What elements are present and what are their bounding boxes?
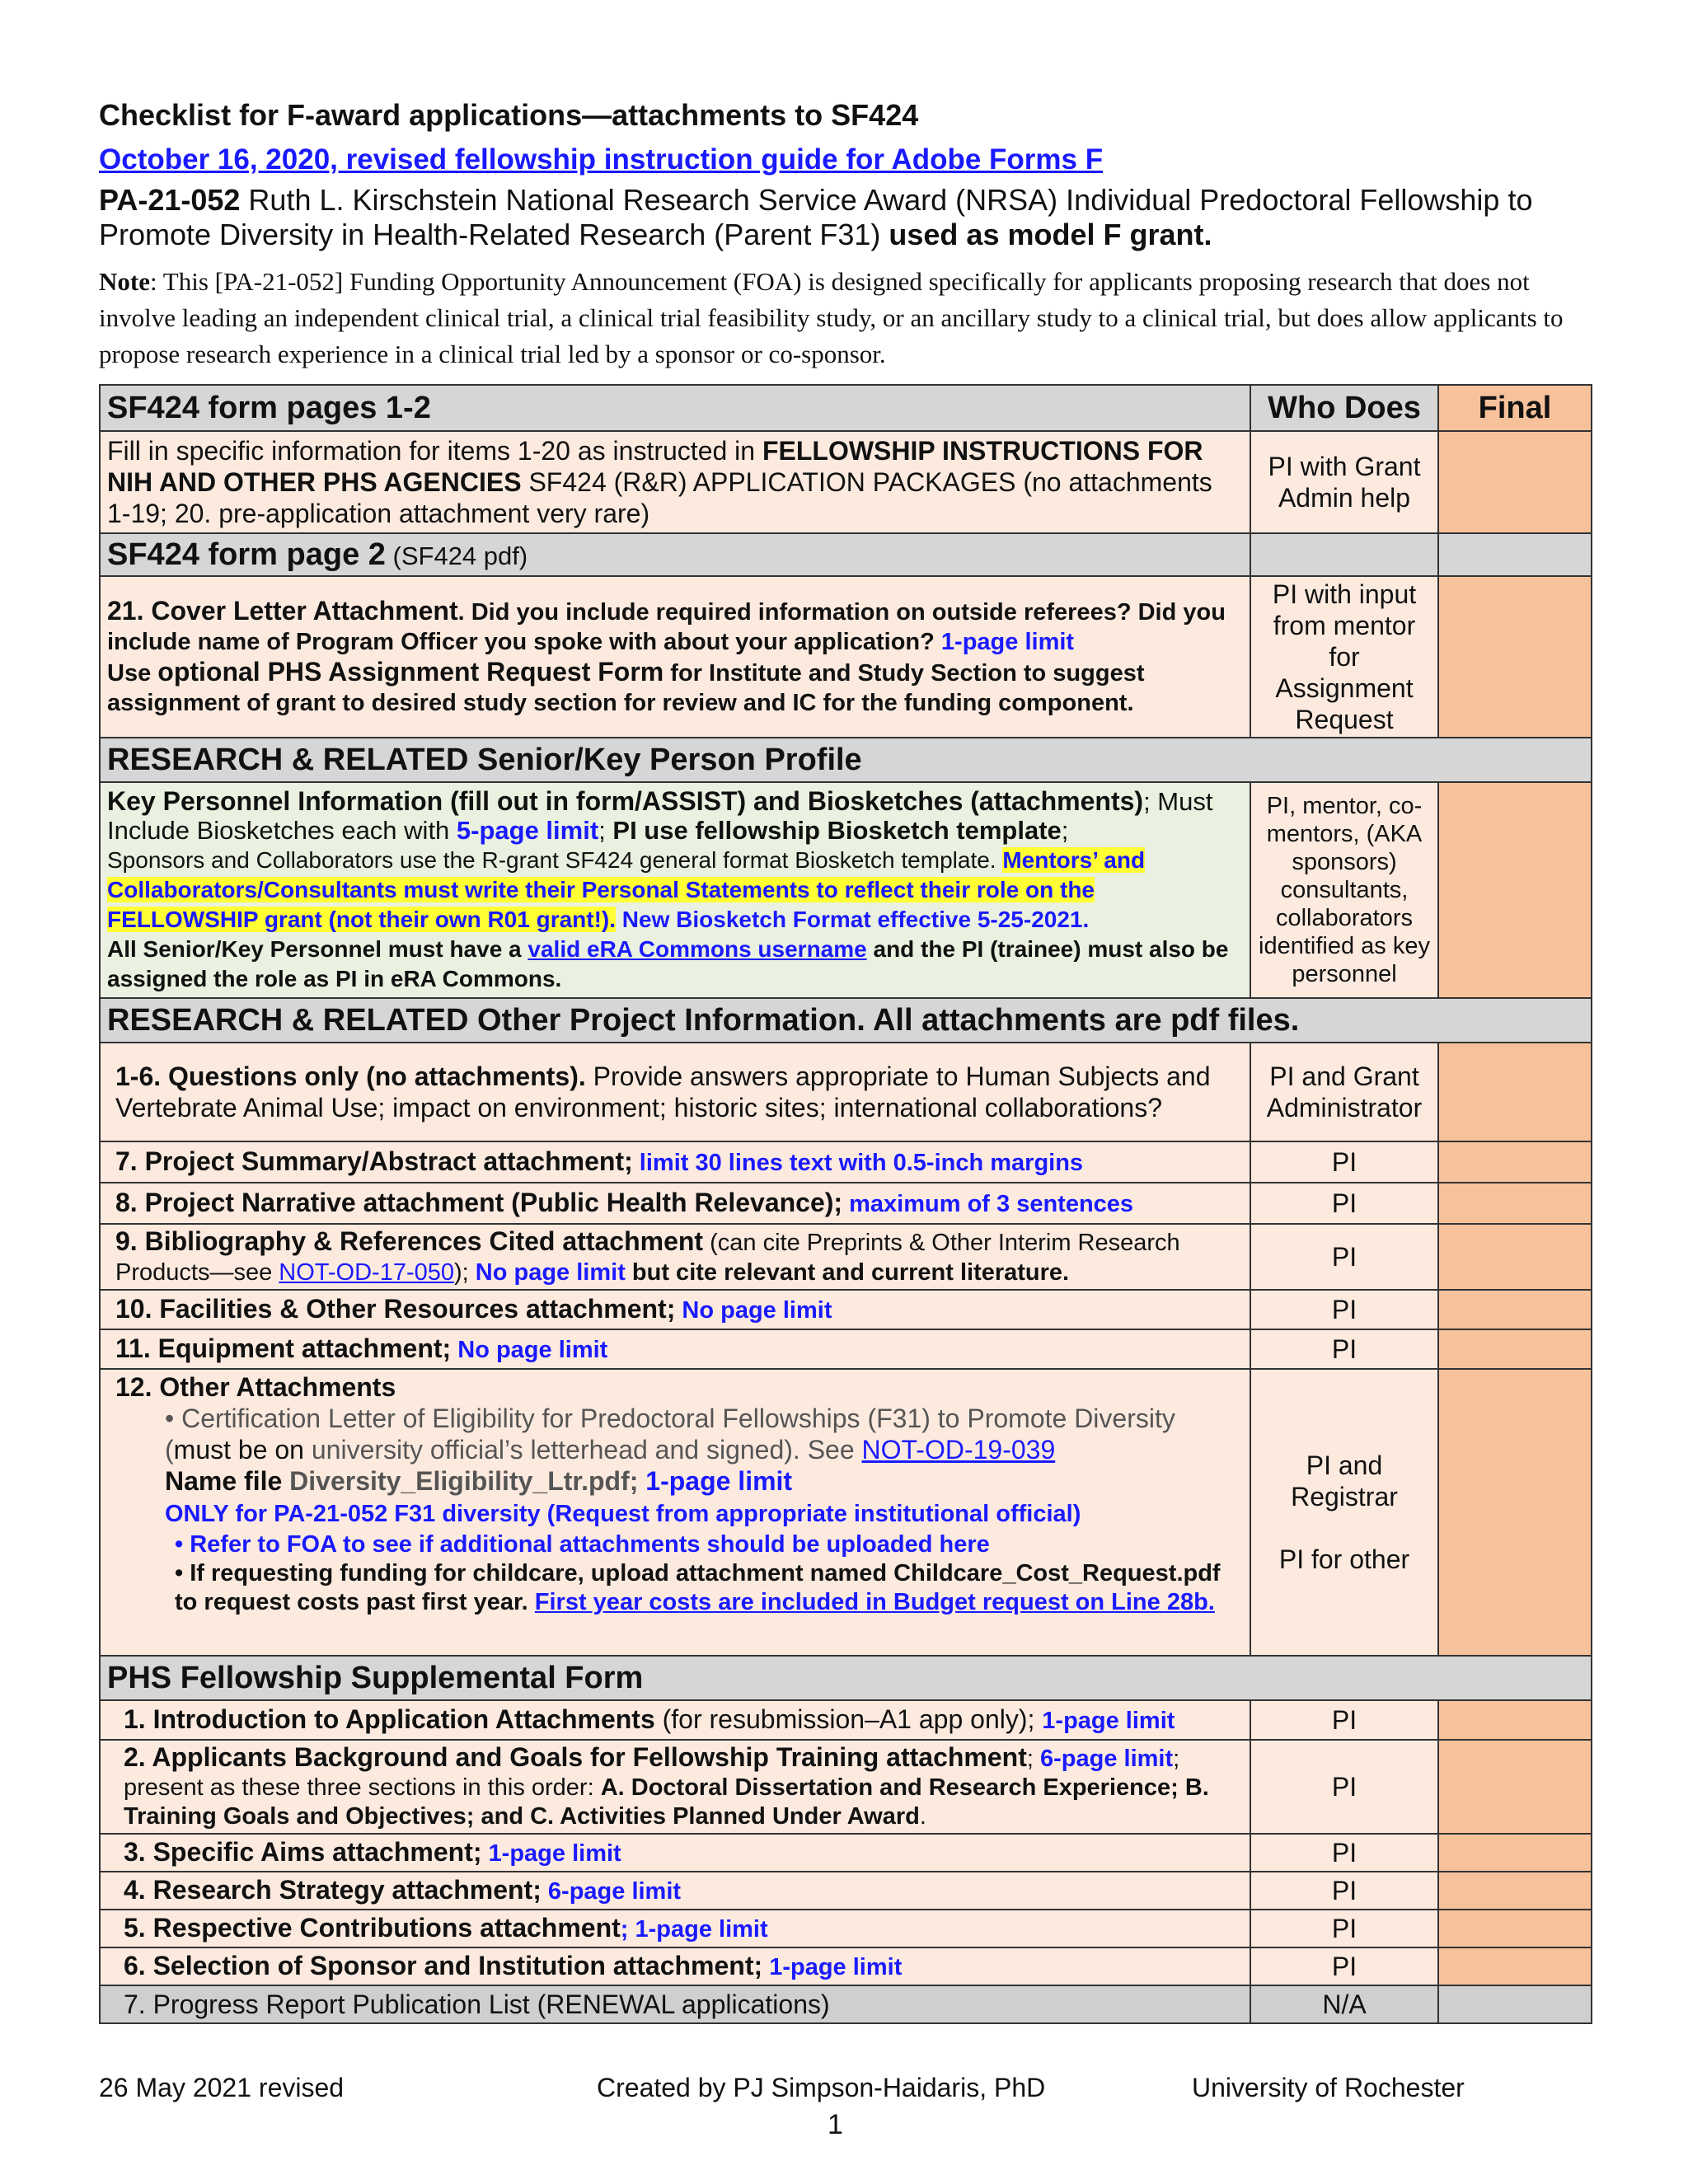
table-row — [100, 1224, 1592, 1290]
final-checkbox-cell[interactable] — [1438, 1224, 1592, 1290]
section-header — [100, 1656, 1592, 1700]
final-checkbox-cell[interactable] — [1438, 1043, 1592, 1141]
who-cell: N/A — [1250, 1985, 1438, 2023]
not-od-17-050-link[interactable]: NOT-OD-17-050 — [279, 1259, 454, 1286]
who-cell: PI — [1250, 1947, 1438, 1985]
who-cell: PI — [1250, 1700, 1438, 1740]
item-cell — [100, 1369, 1250, 1656]
bullet-refer-foa: • Refer to FOA to see if additional attachments should be uploaded here — [175, 1531, 990, 1558]
table-row — [100, 576, 1592, 738]
footer-org: University of Rochester — [1192, 2073, 1465, 2102]
final-checkbox-cell[interactable] — [1438, 1369, 1592, 1656]
final-checkbox-cell[interactable] — [1438, 1910, 1592, 1947]
table-row — [100, 1700, 1592, 1740]
highlighted-note: Mentors’ and Collaborators/Consultants must write their Personal Statements to reflect their role on the FELLOWSHIP grant (not their own R01 grant!). — [107, 847, 1146, 932]
who-cell: PI with Grant Admin help — [1250, 431, 1438, 533]
final-checkbox-cell[interactable] — [1438, 1700, 1592, 1740]
table-row — [100, 1329, 1592, 1369]
section-header — [100, 998, 1592, 1043]
pa-model: used as model F grant. — [889, 218, 1212, 251]
who-cell: PI, mentor, co-mentors, (AKA sponsors) consultants, collaborators identified as key personnel — [1250, 782, 1438, 998]
item-cell: 9. Bibliography & References Cited attachment (can cite Preprints & Other Interim Research Products—see NOT-OD-17-050); No page limit but cite relevant and current literature. — [100, 1224, 1250, 1290]
item-cell: Key Personnel Information (fill out in form/ASSIST) and Biosketches (attachments); Must Include Biosketches each with 5-page limit; PI use fellowship Biosketch template; Sponsors and Collaborators use the R-grant SF424 general format Biosketch template. Mentors’ and Collaborators/Consultants must write their Personal Statements to reflect their role on the FELLOWSHIP grant (not their own R01 grant!). New Biosketch Format effective 5-25-2021. All Senior/Key Personnel must have a valid eRA Commons username and the PI (trainee) must also be assigned the role as PI in eRA Commons. — [100, 782, 1250, 998]
item-cell: Fill in specific information for items 1-20 as instructed in FELLOWSHIP INSTRUCTIONS FOR NIH AND OTHER PHS AGENCIES SF424 (R&R) APPLICATION PACKAGES (no attachments 1-19; 20. pre-application attachment very rare) — [100, 431, 1250, 533]
item-cell: 6. Selection of Sponsor and Institution attachment; 1-page limit — [100, 1947, 1250, 1985]
item-cell: 21. Cover Letter Attachment. Did you include required information on outside referees? Did you include name of Program Officer you spoke with about your application? 1-page limit Use optional PHS Assignment Request Form for Institute and Study Section to suggest assignment of grant to desired study section for review and IC for the funding component. — [100, 576, 1250, 738]
who-cell: PI — [1250, 1183, 1438, 1224]
footer-author: Created by PJ Simpson-Haidaris, PhD — [597, 2073, 1046, 2102]
table-row — [100, 1043, 1592, 1141]
final-header: Final — [1438, 385, 1592, 431]
footer-date: 26 May 2021 revised — [99, 2073, 345, 2102]
who-cell: PI — [1250, 1141, 1438, 1183]
who-cell: PI — [1250, 1224, 1438, 1290]
section-title: RESEARCH & RELATED Other Project Information. All attachments are pdf files. — [100, 998, 1592, 1043]
table-row — [100, 782, 1592, 998]
final-checkbox-cell[interactable] — [1438, 1329, 1592, 1369]
final-checkbox-cell[interactable] — [1438, 431, 1592, 533]
table-row — [100, 431, 1592, 533]
table-row — [100, 1834, 1592, 1872]
section-title: SF424 form pages 1-2 — [100, 385, 1250, 431]
who-does-header: Who Does — [1250, 385, 1438, 431]
final-checkbox-cell[interactable] — [1438, 1183, 1592, 1224]
page-title: Checklist for F-award applications—attachments to SF424 — [99, 98, 919, 132]
final-checkbox-cell[interactable] — [1438, 1872, 1592, 1910]
table-row — [100, 1947, 1592, 1985]
section-header — [100, 533, 1592, 576]
era-commons-link[interactable]: valid eRA Commons username — [528, 936, 867, 962]
item-cell: 11. Equipment attachment; No page limit — [100, 1329, 1250, 1369]
guide-link[interactable]: October 16, 2020, revised fellowship instruction guide for Adobe Forms F — [99, 143, 1104, 176]
section-header — [100, 385, 1592, 431]
final-checkbox-cell[interactable] — [1438, 533, 1592, 576]
item-cell: 5. Respective Contributions attachment; 1-page limit — [100, 1910, 1250, 1947]
who-cell: PI — [1250, 1910, 1438, 1947]
table-row — [100, 1985, 1592, 2023]
who-cell: PI — [1250, 1834, 1438, 1872]
page-number: 1 — [828, 2109, 843, 2140]
item-cell: 7. Progress Report Publication List (RENEWAL applications) — [100, 1985, 1250, 2023]
checklist-table — [99, 384, 1592, 2024]
other-attachments-title: 12. Other Attachments — [115, 1372, 396, 1402]
pa-description — [99, 183, 1592, 252]
table-row — [100, 1141, 1592, 1183]
section-header — [100, 738, 1592, 782]
item-cell: 10. Facilities & Other Resources attachment; No page limit — [100, 1290, 1250, 1329]
who-cell: PI with input from mentor for Assignment Request — [1250, 576, 1438, 738]
section-title: SF424 form page 2 (SF424 pdf) — [100, 533, 1250, 576]
item-cell: 3. Specific Aims attachment; 1-page limit — [100, 1834, 1250, 1872]
first-year-costs-link[interactable]: First year costs are included in Budget request on Line 28b. — [534, 1589, 1215, 1615]
final-checkbox-cell[interactable] — [1438, 1141, 1592, 1183]
final-checkbox-cell[interactable] — [1438, 1947, 1592, 1985]
final-checkbox-cell[interactable] — [1438, 1985, 1592, 2023]
table-row — [100, 1369, 1592, 1656]
pa-number: PA-21-052 — [99, 183, 241, 217]
bullet-childcare: • If requesting funding for childcare, upload attachment named Childcare_Cost_Request.pdf to request costs past first year. First year costs are included in Budget request on Line 28b. — [175, 1560, 1221, 1615]
not-od-19-039-link[interactable]: NOT-OD-19-039 — [861, 1435, 1056, 1465]
item-cell: 2. Applicants Background and Goals for Fellowship Training attachment; 6-page limit; present as these three sections in this order: A. Doctoral Dissertation and Research Experience; B. Training Goals and Objectives; and C. Activities Planned Under Award. — [100, 1740, 1250, 1834]
document-page — [99, 97, 1592, 2024]
section-title: RESEARCH & RELATED Senior/Key Person Profile — [100, 738, 1592, 782]
note-label: Note — [99, 267, 150, 296]
final-checkbox-cell[interactable] — [1438, 1740, 1592, 1834]
table-row — [100, 1872, 1592, 1910]
table-row — [100, 1290, 1592, 1329]
item-cell: 1. Introduction to Application Attachments (for resubmission–A1 app only); 1-page limit — [100, 1700, 1250, 1740]
who-cell: PI and Grant Administrator — [1250, 1043, 1438, 1141]
pa-text: Ruth L. Kirschstein National Research Service Award (NRSA) Individual Predoctoral Fellowship to Promote Diversity in Health-Related Research (Parent F31) — [99, 183, 1533, 251]
who-cell: PI — [1250, 1290, 1438, 1329]
note-text: : This [PA-21-052] Funding Opportunity Announcement (FOA) is designed specifically for applicants proposing research that does not involve leading an independent clinical trial, a clinical trial feasibility study, or an ancillary study to a clinical trial, but does allow applicants to propose research experience in a clinical trial led by a sponsor or co-sponsor. — [99, 267, 1564, 368]
final-checkbox-cell[interactable] — [1438, 1834, 1592, 1872]
who-cell: PI — [1250, 1740, 1438, 1834]
final-checkbox-cell[interactable] — [1438, 782, 1592, 998]
item-cell: 8. Project Narrative attachment (Public Health Relevance); maximum of 3 sentences — [100, 1183, 1250, 1224]
table-row — [100, 1740, 1592, 1834]
table-row — [100, 1910, 1592, 1947]
final-checkbox-cell[interactable] — [1438, 576, 1592, 738]
who-cell: PI — [1250, 1872, 1438, 1910]
item-cell: 4. Research Strategy attachment; 6-page limit — [100, 1872, 1250, 1910]
who-cell: PI — [1250, 1329, 1438, 1369]
item-cell: 1-6. Questions only (no attachments). Provide answers appropriate to Human Subjects and Vertebrate Animal Use; impact on environment; historic sites; international collaborations? — [100, 1043, 1250, 1141]
final-checkbox-cell[interactable] — [1438, 1290, 1592, 1329]
table-row — [100, 1183, 1592, 1224]
section-title: PHS Fellowship Supplemental Form — [100, 1656, 1592, 1700]
item-cell: 7. Project Summary/Abstract attachment; limit 30 lines text with 0.5-inch margins — [100, 1141, 1250, 1183]
bullet-certification: • Certification Letter of Eligibility for Predoctoral Fellowships (F31) to Promote Diversity (must be on university official’s letterhead and signed). See NOT-OD-19-039 Name file Diversity_Eligibility_Ltr.pdf; 1-page limit ONLY for PA-21-052 F31 diversity (Request from appropriate institutional official) — [165, 1404, 1175, 1527]
note-paragraph — [99, 264, 1592, 373]
who-cell: PI and Registrar PI for other — [1250, 1369, 1438, 1656]
